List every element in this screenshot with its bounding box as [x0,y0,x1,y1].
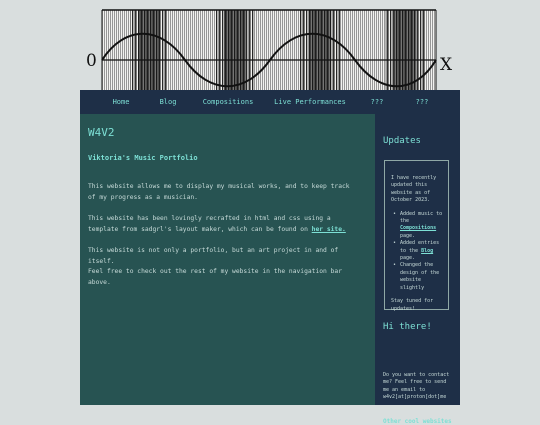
update-item-text: page. [400,232,416,239]
origin-label: 0 [86,51,97,71]
updates-outro: Stay tuned for updates! [391,298,434,312]
template-paragraph [88,214,358,235]
update-item-text: Added music to the [400,210,443,225]
update-item-design: • Changed the design of the website slightly [396,262,443,292]
updates-heading: Updates [383,136,421,146]
update-item-text: Added entries to the [400,240,440,254]
navigation-bar [80,90,460,114]
nav-blog-link[interactable]: Blog [159,98,177,106]
update-item-text: page. [400,255,416,262]
wave-engraving-image [0,0,540,90]
compositions-link[interactable]: Compositions [400,225,437,232]
intro-paragraph: This website allows me to display my musical works, and to keep track of my progress as a musician. [88,183,350,201]
nav-home-link[interactable]: Home [112,98,130,106]
update-item-blog [396,240,443,262]
header-banner [0,0,540,90]
page-subtitle: Viktoria's Music Portfolio [88,154,198,162]
page-container [80,90,460,425]
update-item-compositions [396,211,443,241]
hi-there-heading: Hi there! [383,322,432,332]
nav-unknown-link-2[interactable]: ??? [415,98,429,106]
nav-unknown-link-1[interactable]: ??? [370,98,384,106]
cool-websites-heading: Other cool websites [383,418,452,425]
blog-link[interactable]: Blog [421,247,434,254]
navigation-hint-paragraph: Feel free to check out the rest of my website in the navigation bar above. [88,268,343,286]
updates-list [391,211,443,292]
contact-text: Do you want to contact me? Feel free to send me an email to w4v2[at]proton[dot]me [383,372,450,401]
art-project-paragraph: This website is not only a portfolio, but an art project in and of itself. [88,247,339,265]
page-title: W4V2 [88,126,115,139]
nav-live-performances-link[interactable]: Live Performances [274,98,346,106]
her-site-link[interactable]: her site. [311,225,346,233]
template-paragraph-text: This website has been lovingly recrafted in html and css using a template from sadgrl's layout maker, which can be found on [88,215,331,233]
sidebar [375,114,460,425]
updates-box [384,160,449,310]
x-axis-label: X [440,55,453,75]
main-content [80,114,375,405]
nav-compositions-link[interactable]: Compositions [202,98,254,106]
updates-intro: I have recently updated this website as of October 2023. [391,175,437,204]
